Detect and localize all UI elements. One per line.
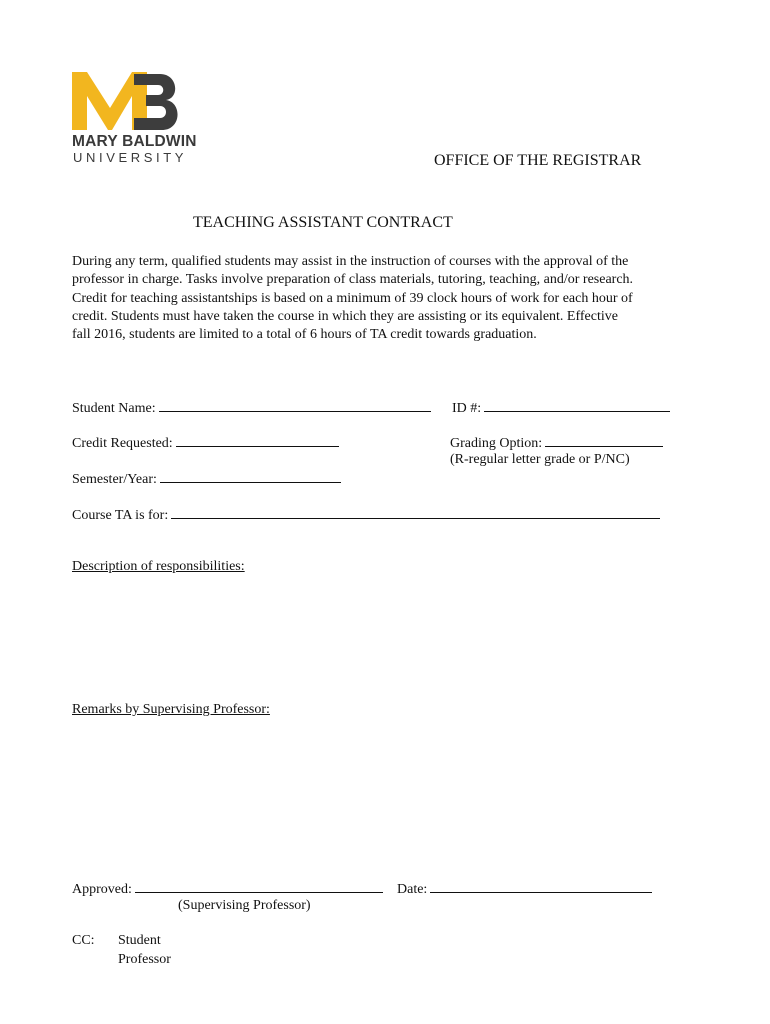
description-label: Description of responsibilities:: [72, 559, 245, 574]
remarks-label: Remarks by Supervising Professor:: [72, 702, 270, 717]
intro-line: credit. Students must have taken the course in which they are assisting or its equivalent. Effective: [72, 308, 618, 324]
cc-item-student: Student: [118, 933, 161, 948]
id-row: [452, 397, 670, 418]
grading-note: (R-regular letter grade or P/NC): [450, 452, 630, 467]
course-row: [72, 504, 660, 525]
course-label: Course TA is for:: [72, 508, 169, 523]
intro-line: professor in charge. Tasks involve preparation of class materials, tutoring, teaching, and/or research.: [72, 272, 634, 288]
semester-field[interactable]: [160, 468, 341, 483]
approved-row: [72, 878, 383, 899]
cc-item-professor: Professor: [118, 952, 171, 967]
date-row: [397, 878, 652, 899]
mb-monogram-icon: [72, 72, 184, 134]
grading-label: Grading Option:: [450, 436, 543, 451]
semester-label: Semester/Year:: [72, 472, 157, 487]
id-label: ID #:: [452, 401, 482, 416]
id-field[interactable]: [484, 397, 670, 412]
remarks-area[interactable]: [72, 723, 692, 863]
approved-note: (Supervising Professor): [178, 898, 311, 913]
credit-label: Credit Requested:: [72, 436, 173, 451]
credit-row: [72, 432, 339, 453]
student-name-field[interactable]: [159, 397, 431, 412]
approved-signature-field[interactable]: [135, 878, 383, 893]
intro-line: During any term, qualified students may assist in the instruction of courses with the approval of the: [72, 254, 629, 269]
student-name-label: Student Name:: [72, 401, 156, 416]
document-title: TEACHING ASSISTANT CONTRACT: [193, 214, 453, 231]
credit-field[interactable]: [176, 432, 339, 447]
semester-row: [72, 468, 341, 489]
student-name-row: [72, 397, 431, 418]
intro-line: fall 2016, students are limited to a total of 6 hours of TA credit towards graduation.: [72, 327, 537, 343]
logo-university-text: UNIVERSITY: [73, 150, 188, 165]
approved-label: Approved:: [72, 882, 132, 897]
date-field[interactable]: [430, 878, 652, 893]
logo-name-text: MARY BALDWIN: [72, 133, 197, 150]
date-label: Date:: [397, 882, 428, 897]
grading-row: [450, 432, 663, 453]
cc-label: CC:: [72, 933, 95, 948]
description-area[interactable]: [72, 580, 692, 690]
intro-paragraph: [72, 253, 692, 344]
course-field[interactable]: [171, 504, 660, 519]
intro-line: Credit for teaching assistantships is based on a minimum of 39 clock hours of work for each hour of: [72, 290, 633, 306]
office-title: OFFICE OF THE REGISTRAR: [434, 152, 642, 169]
grading-field[interactable]: [545, 432, 663, 447]
